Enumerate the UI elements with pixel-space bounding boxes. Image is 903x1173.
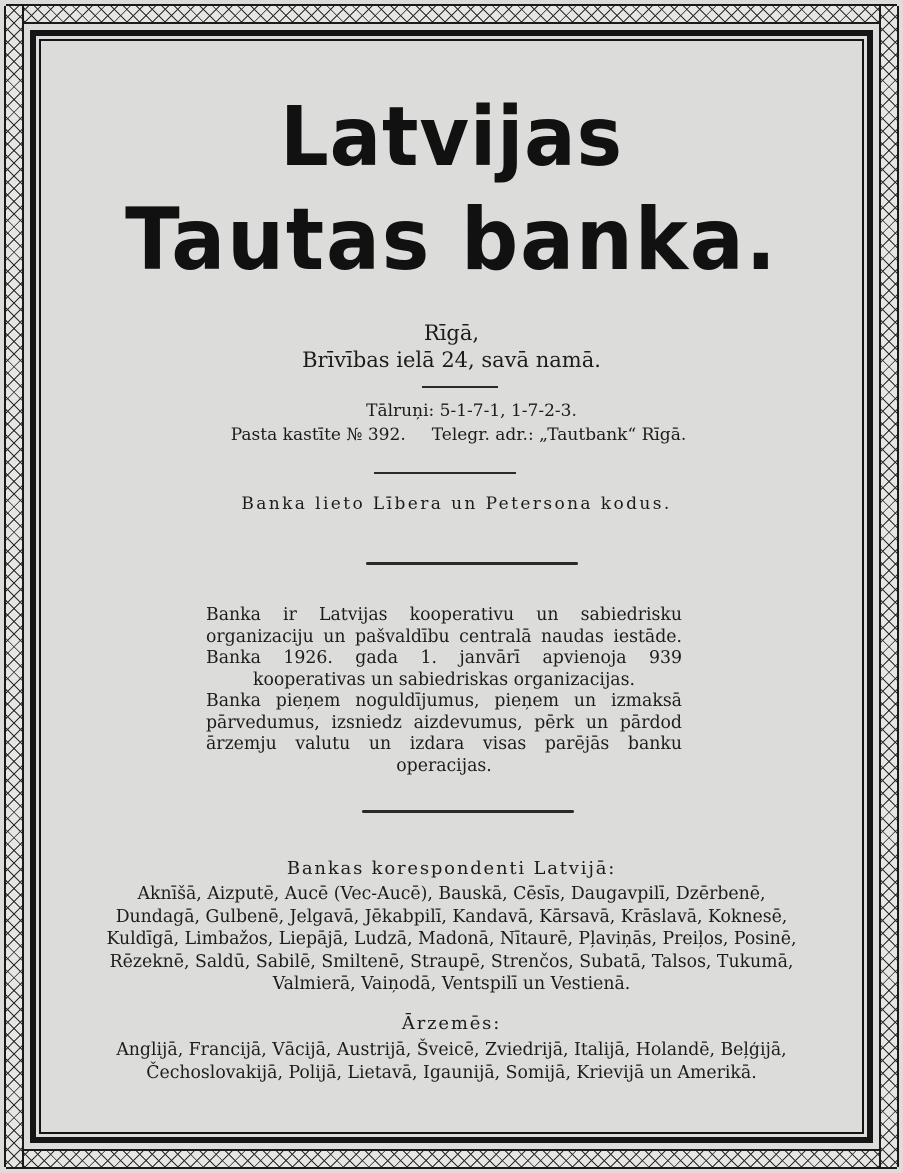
ornamental-border-top	[6, 4, 897, 24]
divider	[374, 472, 516, 474]
po-box: Pasta kastīte № 392.	[230, 425, 406, 445]
city: Rīgā,	[423, 321, 480, 345]
correspondents-abroad-list: Anglijā, Francijā, Vācijā, Austrijā, Šveicē, Zviedrijā, Italijā, Holandē, Beļģijā, Čechoslovakijā, Polijā, Lietavā, Igaunijā, Somijā, Krievijā un Amerikā.	[116, 1040, 787, 1083]
divider	[366, 562, 578, 565]
phone-numbers: Tālruņi: 5-1-7-1, 1-7-2-3.	[366, 401, 577, 421]
postal-info	[14, 424, 903, 447]
address: Brīvības ielā 24, savā namā.	[302, 348, 601, 372]
correspondents-latvia-heading: Bankas korespondenti Latvijā:	[286, 858, 617, 879]
bank-description	[206, 605, 682, 777]
ornamental-border-right	[879, 6, 899, 1167]
ornamental-border-bottom	[6, 1149, 897, 1169]
description-paragraph: Banka ir Latvijas kooperativu un sabiedrisku organizaciju un pašvaldību centralā naudas iestāde. Banka 1926. gada 1. janvārī apvienoja 939 kooperativas un sabiedriskas organizacijas.	[206, 605, 682, 690]
bank-title-line-2: Tautas banka.	[125, 190, 778, 290]
correspondents-abroad-heading: Ārzemēs:	[401, 1013, 502, 1034]
correspondents-latvia-list: Aknīšā, Aizputē, Aucē (Vec-Aucē), Bauskā, Cēsīs, Daugavpilī, Dzērbenē, Dundagā, Gulbenē, Jelgavā, Jēkabpilī, Kandavā, Kārsavā, Krāslavā, Koknesē, Kuldīgā, Limbažos, Liepājā, Ludzā, Madonā, Nītaurē, Pļaviņās, Preiļos, Posinē, Rēzeknē, Saldū, Sabilē, Smiltenē, Straupē, Strenčos, Subatā, Talsos, Tukumā, Valmierā, Vaiņodā, Ventspilī un Vestienā.	[106, 884, 797, 994]
divider	[422, 386, 498, 388]
divider	[362, 810, 574, 813]
bank-title-line-1: Latvijas	[280, 90, 623, 185]
telegraph-address: Telegr. adr.: „Tautbank“ Rīgā.	[431, 425, 687, 445]
codes-note: Banka lieto Lībera un Petersona kodus.	[241, 494, 672, 514]
description-paragraph: Banka pieņem noguldījumus, pieņem un izmaksā pārvedumus, izsniedz aizdevumus, pērk un pārdod ārzemju valutu un izdara visas parējās banku operacijas.	[206, 691, 682, 776]
ornamental-border-left	[4, 6, 24, 1167]
